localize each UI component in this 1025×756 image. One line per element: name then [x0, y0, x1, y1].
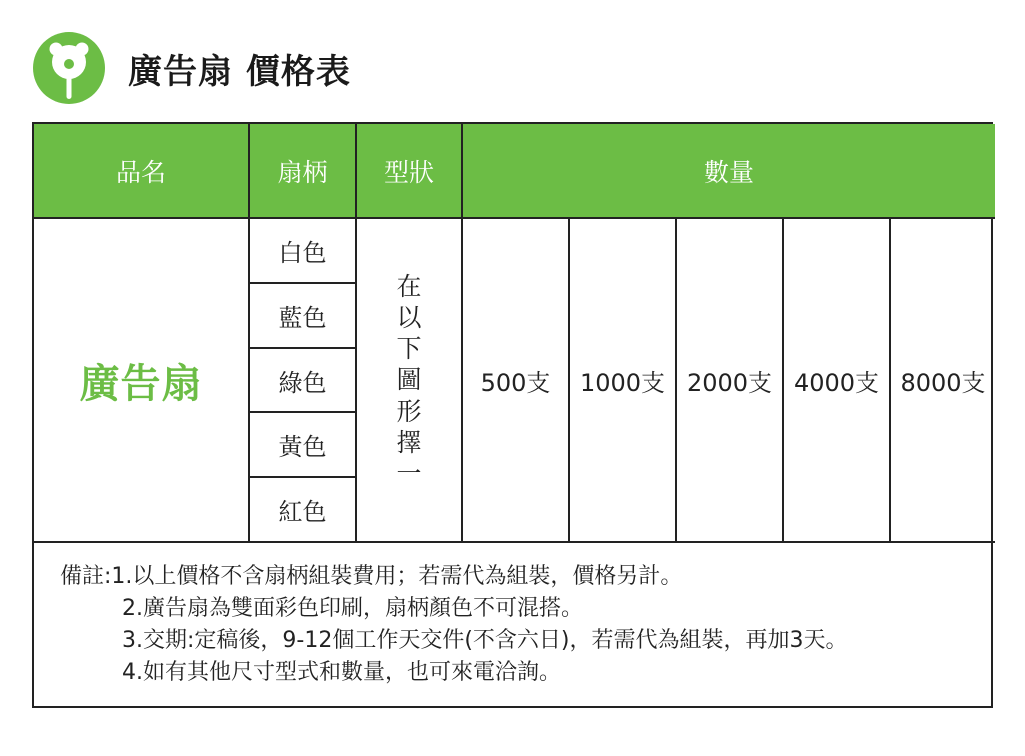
handle-color-cell: 藍色: [249, 283, 356, 348]
quantity-cell: 2000支: [676, 218, 783, 542]
header-quantity: 數量: [462, 124, 995, 218]
note-line: [60, 561, 991, 593]
quantity-cell: 4000支: [783, 218, 890, 542]
page-header: [32, 30, 351, 106]
table-header-row: [34, 124, 995, 218]
price-table-container: [32, 122, 993, 708]
header-product: 品名: [34, 124, 249, 218]
quantity-cell: 500支: [462, 218, 569, 542]
note-line: 2.廣告扇為雙面彩色印刷，扇柄顏色不可混搭。: [122, 596, 583, 621]
quantity-cell: 8000支: [890, 218, 995, 542]
note-line: 3.交期:定稿後，9-12個工作天交件(不含六日)，若需代為組裝，再加3天。: [122, 628, 848, 653]
notes-prefix: 備註:: [60, 564, 112, 589]
shape-cell: [356, 218, 462, 542]
shape-text: 在以下圖形擇一: [396, 271, 422, 489]
table-row: [34, 218, 995, 283]
handle-color-cell: 紅色: [249, 477, 356, 542]
header-handle: 扇柄: [249, 124, 356, 218]
handle-color-cell: 綠色: [249, 348, 356, 413]
note-text: 1.以上價格不含扇柄組裝費用；若需代為組裝，價格另計。: [111, 564, 683, 589]
price-table: [34, 124, 995, 543]
page-title: 廣告扇 價格表: [128, 51, 351, 92]
note-line: 4.如有其他尺寸型式和數量，也可來電洽詢。: [122, 660, 561, 685]
handle-color-cell: 黃色: [249, 412, 356, 477]
header-shape: 型狀: [356, 124, 462, 218]
quantity-cell: 1000支: [569, 218, 676, 542]
product-name-cell: 廣告扇: [34, 218, 249, 542]
handle-color-cell: 白色: [249, 218, 356, 283]
fan-bear-logo-icon: [32, 31, 106, 105]
notes-section: [34, 543, 991, 706]
